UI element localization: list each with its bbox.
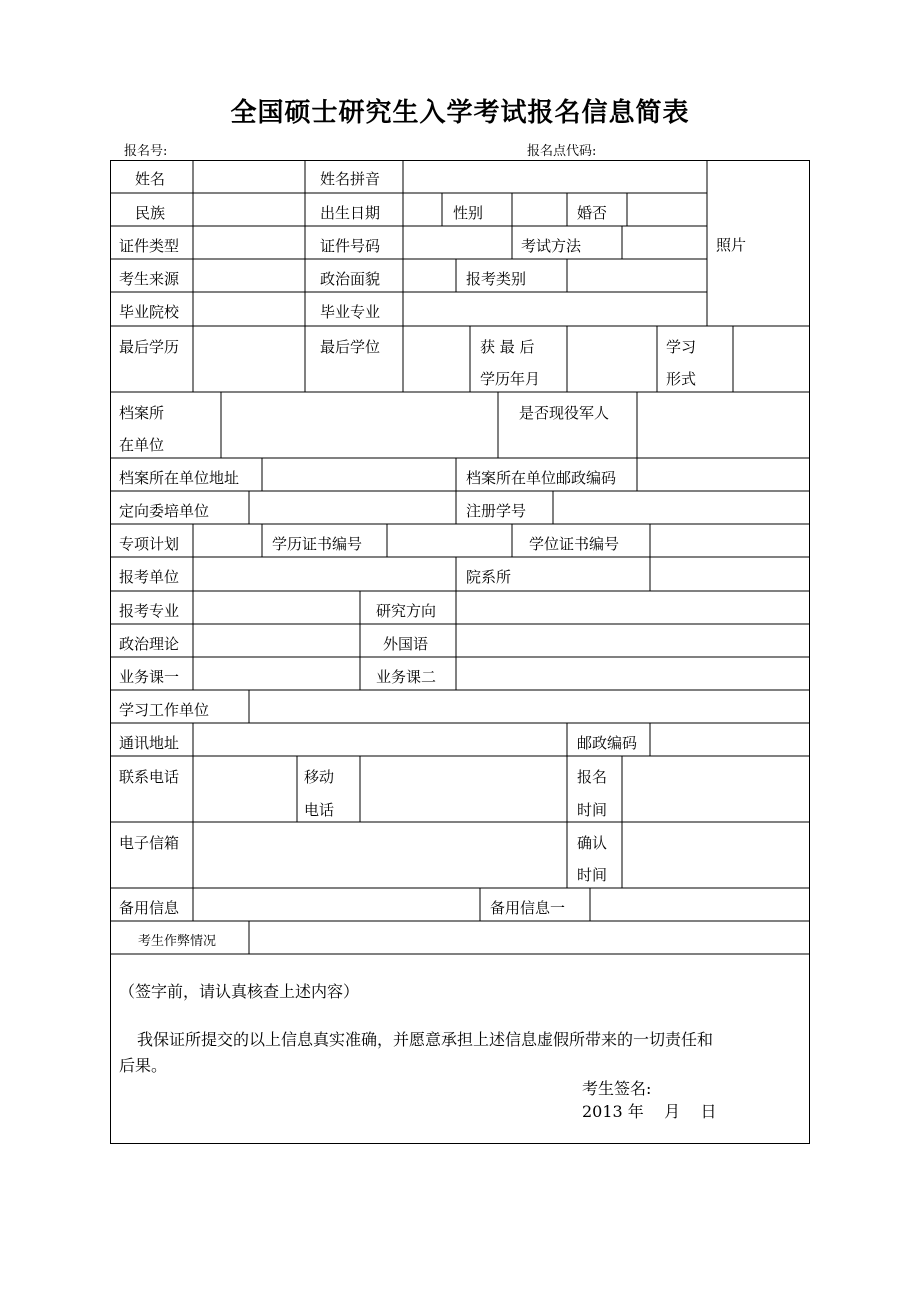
contact-phone-label: 联系电话: [119, 768, 180, 786]
signature-label: 考生签名:: [582, 1079, 652, 1098]
archive-unit-label-2: 在单位: [119, 436, 165, 454]
signature-date: 2013 年 月 日: [582, 1102, 717, 1121]
registration-time-label-2: 时间: [577, 801, 608, 819]
id-number-label: 证件号码: [320, 237, 381, 255]
active-military-label: 是否现役军人: [519, 404, 610, 422]
postcode-label: 邮政编码: [577, 734, 638, 752]
id-type-label: 证件类型: [119, 237, 180, 255]
declaration-statement-line-2: 后果。: [119, 1056, 168, 1075]
photo-label: 照片: [716, 236, 747, 254]
email-label: 电子信箱: [119, 834, 180, 852]
study-form-label-1: 学习: [666, 338, 697, 356]
confirmation-time-label-2: 时间: [577, 866, 608, 884]
department-label: 院系所: [466, 568, 512, 586]
backup-info-label: 备用信息: [119, 899, 180, 917]
study-form-label-2: 形式: [666, 370, 697, 388]
foreign-language-label: 外国语: [383, 635, 429, 653]
name-label: 姓名: [135, 170, 166, 188]
registered-student-number-label: 注册学号: [466, 502, 527, 520]
last-education-date-label-2: 学历年月: [480, 370, 541, 388]
mobile-phone-label-2: 电话: [304, 801, 335, 819]
registration-time-label-1: 报名: [577, 768, 608, 786]
ethnicity-label: 民族: [135, 204, 166, 222]
declaration-statement-line-1: 我保证所提交的以上信息真实准确，并愿意承担上述信息虚假所带来的一切责任和: [137, 1030, 714, 1049]
research-direction-label: 研究方向: [376, 602, 437, 620]
special-plan-label: 专项计划: [119, 535, 180, 553]
degree-certificate-number-label: 学位证书编号: [529, 535, 620, 553]
target-major-label: 报考专业: [119, 602, 180, 620]
birth-date-label: 出生日期: [320, 204, 381, 222]
directed-training-unit-label: 定向委培单位: [119, 502, 210, 520]
last-education-label: 最后学历: [119, 338, 180, 356]
declaration-note: （签字前，请认真核查上述内容）: [119, 982, 360, 1001]
exam-method-label: 考试方法: [521, 237, 582, 255]
confirmation-time-label-1: 确认: [577, 834, 608, 852]
archive-postcode-label: 档案所在单位邮政编码: [466, 469, 617, 487]
cheating-record-label: 考生作弊情况: [138, 934, 217, 949]
name-pinyin-label: 姓名拼音: [320, 170, 381, 188]
gender-label: 性别: [453, 204, 484, 222]
graduate-school-label: 毕业院校: [119, 303, 180, 321]
last-degree-label: 最后学位: [320, 338, 381, 356]
professional-course-1-label: 业务课一: [119, 668, 180, 686]
politics-theory-label: 政治理论: [119, 635, 180, 653]
last-education-date-label-1: 获 最 后: [480, 338, 535, 356]
education-certificate-number-label: 学历证书编号: [272, 535, 363, 553]
candidate-source-label: 考生来源: [119, 270, 180, 288]
archive-address-label: 档案所在单位地址: [119, 469, 240, 487]
mobile-phone-label-1: 移动: [304, 768, 335, 786]
target-unit-label: 报考单位: [119, 568, 180, 586]
form-title: 全国硕士研究生入学考试报名信息简表: [230, 98, 690, 128]
marital-status-label: 婚否: [577, 204, 608, 222]
mailing-address-label: 通讯地址: [119, 734, 180, 752]
professional-course-2-label: 业务课二: [376, 668, 437, 686]
registration-site-code-label: 报名点代码:: [527, 144, 597, 159]
archive-unit-label-1: 档案所: [119, 404, 165, 422]
exam-category-label: 报考类别: [466, 270, 527, 288]
political-status-label: 政治面貌: [320, 270, 381, 288]
backup-info-1-label: 备用信息一: [490, 899, 566, 917]
study-work-unit-label: 学习工作单位: [119, 701, 210, 719]
registration-form-table: [110, 160, 810, 1144]
graduate-major-label: 毕业专业: [320, 303, 381, 321]
registration-number-label: 报名号:: [124, 144, 168, 159]
